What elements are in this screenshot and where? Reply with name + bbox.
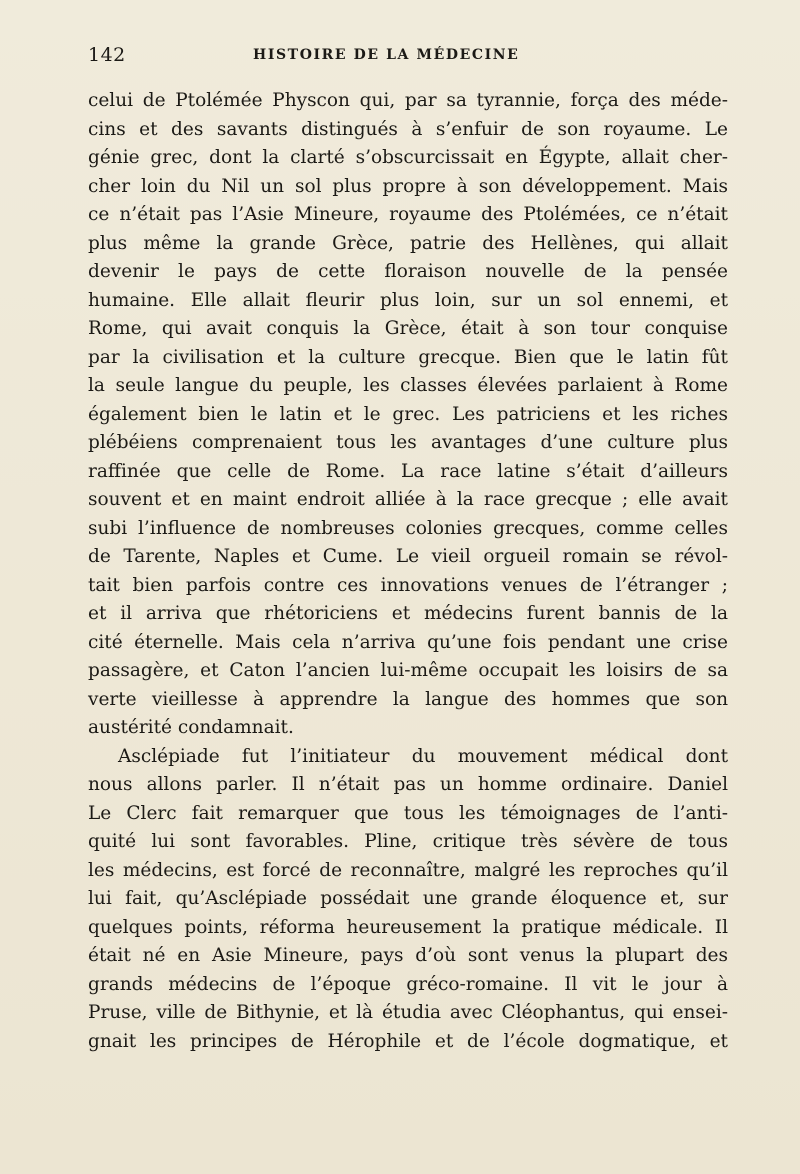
text-line: les médecins, est forcé de reconnaître, malgré les reproches qu’il <box>88 859 728 881</box>
text-line: Le Clerc fait remarquer que tous les témoignages de l’anti- <box>88 802 728 824</box>
text-line: était né en Asie Mineure, pays d’où sont venus la plupart des <box>88 945 728 966</box>
text-line: devenir le pays de cette floraison nouvelle de la pensée <box>88 261 728 282</box>
running-title: HISTOIRE DE LA MÉDECINE <box>253 47 520 63</box>
text-line: tait bien parfois contre ces innovations venues de l’étranger ; <box>88 574 728 596</box>
text-line: humaine. Elle allait fleurir plus loin, sur un sol ennemi, et <box>88 289 728 311</box>
text-line: plébéiens comprenaient tous les avantages d’une culture plus <box>88 432 728 453</box>
text-line: par la civilisation et la culture grecque. Bien que le latin fût <box>88 346 728 368</box>
text-line: verte vieillesse à apprendre la langue des hommes que son <box>88 688 728 710</box>
text-line: gnait les principes de Hérophile et de l’école dogmatique, et <box>88 1030 728 1052</box>
text-line: plus même la grande Grèce, patrie des Hellènes, qui allait <box>88 232 728 254</box>
text-line: de Tarente, Naples et Cume. Le vieil orgueil romain se révol- <box>88 546 728 567</box>
page-header <box>88 44 728 68</box>
text-line: souvent et en maint endroit alliée à la race grecque ; elle avait <box>88 489 728 510</box>
text-line: ce n’était pas l’Asie Mineure, royaume des Ptolémées, ce n’était <box>88 204 728 225</box>
text-line: cins et des savants distingués à s’enfuir de son royaume. Le <box>88 118 728 140</box>
paragraph-end-line: austérité condamnait. <box>88 717 294 738</box>
text-line: quelques points, réforma heureusement la pratique médicale. Il <box>88 916 728 938</box>
text-line: cher loin du Nil un sol plus propre à son développement. Mais <box>88 175 728 197</box>
text-line: raffinée que celle de Rome. La race latine s’était d’ailleurs <box>88 460 728 482</box>
text-line: subi l’influence de nombreuses colonies grecques, comme celles <box>88 517 728 539</box>
text-line: lui fait, qu’Asclépiade possédait une grande éloquence et, sur <box>88 888 728 909</box>
page-number: 142 <box>88 44 126 66</box>
text-line: et il arriva que rhétoriciens et médecins furent bannis de la <box>88 603 728 624</box>
text-line: Pruse, ville de Bithynie, et là étudia avec Cléophantus, qui ensei- <box>88 1002 728 1023</box>
text-line: celui de Ptolémée Physcon qui, par sa tyrannie, força des méde- <box>88 90 728 111</box>
text-line: grands médecins de l’époque gréco-romaine. Il vit le jour à <box>88 973 728 995</box>
text-line: quité lui sont favorables. Pline, critique très sévère de tous <box>88 831 728 852</box>
text-line: également bien le latin et le grec. Les patriciens et les riches <box>88 403 728 425</box>
text-line: la seule langue du peuple, les classes élevées parlaient à Rome <box>88 375 728 396</box>
text-line: génie grec, dont la clarté s’obscurcissait en Égypte, allait cher- <box>88 147 728 168</box>
text-line: cité éternelle. Mais cela n’arriva qu’une fois pendant une crise <box>88 631 728 653</box>
text-line: Rome, qui avait conquis la Grèce, était à son tour conquise <box>88 318 728 339</box>
body-text <box>88 87 728 1056</box>
text-line: nous allons parler. Il n’était pas un homme ordinaire. Daniel <box>88 774 728 795</box>
paragraph-first-line: Asclépiade fut l’initiateur du mouvement médical dont <box>118 745 728 767</box>
text-line: passagère, et Caton l’ancien lui-même occupait les loisirs de sa <box>88 660 728 681</box>
